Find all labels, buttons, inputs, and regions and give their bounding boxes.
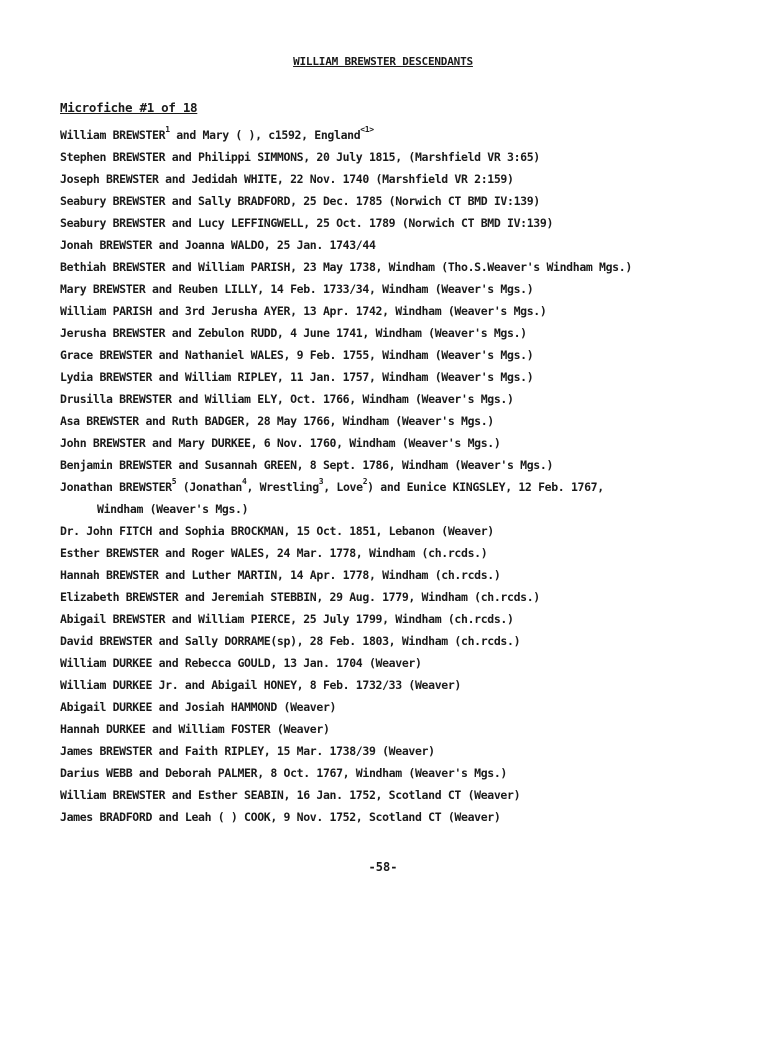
record-line <box>60 322 760 344</box>
record-line <box>60 674 760 696</box>
record-line <box>60 696 760 718</box>
record-line <box>60 278 760 300</box>
record-text: Seabury BREWSTER and Lucy LEFFINGWELL, 25 Oct. 1789 (Norwich CT BMD IV:139) <box>60 216 554 230</box>
record-text: Jonah BREWSTER and Joanna WALDO, 25 Jan. 1743/44 <box>60 238 376 252</box>
record-line <box>60 762 760 784</box>
record-text: Darius WEBB and Deborah PALMER, 8 Oct. 1767, Windham (Weaver's Mgs.) <box>60 766 508 780</box>
record-text: William BREWSTER <box>60 128 166 142</box>
record-text: Drusilla BREWSTER and William ELY, Oct. 1766, Windham (Weaver's Mgs.) <box>60 392 514 406</box>
record-text: Asa BREWSTER and Ruth BADGER, 28 May 1766, Windham (Weaver's Mgs.) <box>60 414 494 428</box>
generation-superscript: 1 <box>165 125 170 134</box>
record-line <box>60 168 760 190</box>
record-text: William PARISH and 3rd Jerusha AYER, 13 Apr. 1742, Windham (Weaver's Mgs.) <box>60 304 547 318</box>
record-line <box>60 410 760 432</box>
record-text: John BREWSTER and Mary DURKEE, 6 Nov. 1760, Windham (Weaver's Mgs.) <box>60 436 501 450</box>
record-line <box>60 300 760 322</box>
record-text: William BREWSTER and Esther SEABIN, 16 Jan. 1752, Scotland CT (Weaver) <box>60 788 521 802</box>
record-text: David BREWSTER and Sally DORRAME(sp), 28 Feb. 1803, Windham (ch.rcds.) <box>60 634 521 648</box>
record-line <box>60 234 760 256</box>
microfiche-heading: Microfiche #1 of 18 <box>60 100 198 115</box>
record-text: Jerusha BREWSTER and Zebulon RUDD, 4 June 1741, Windham (Weaver's Mgs.) <box>60 326 527 340</box>
record-text: Dr. John FITCH and Sophia BROCKMAN, 15 Oct. 1851, Lebanon (Weaver) <box>60 524 494 538</box>
record-text: Abigail DURKEE and Josiah HAMMOND (Weaver) <box>60 700 337 714</box>
generation-superscript: 5 <box>171 477 177 486</box>
page-number: -58- <box>368 860 398 874</box>
record-text: Jonathan BREWSTER <box>60 480 172 494</box>
record-line <box>60 586 760 608</box>
record-text: Lydia BREWSTER and William RIPLEY, 11 Jan. 1757, Windham (Weaver's Mgs.) <box>60 370 534 384</box>
record-text: and Mary ( ), c1592, England <box>169 128 361 142</box>
record-text: Mary BREWSTER and Reuben LILLY, 14 Feb. 1733/34, Windham (Weaver's Mgs.) <box>60 282 534 296</box>
record-line <box>60 630 760 652</box>
document-title: WILLIAM BREWSTER DESCENDANTS <box>293 55 473 68</box>
record-line <box>60 212 760 234</box>
record-line <box>60 608 760 630</box>
record-text: Abigail BREWSTER and William PIERCE, 25 July 1799, Windham (ch.rcds.) <box>60 612 514 626</box>
record-text: Joseph BREWSTER and Jedidah WHITE, 22 Nov. 1740 (Marshfield VR 2:159) <box>60 172 514 186</box>
record-line <box>60 542 760 564</box>
generation-superscript: 2 <box>362 477 368 486</box>
record-line <box>60 344 760 366</box>
generation-superscript: 3 <box>318 477 324 486</box>
record-text: ) and Eunice KINGSLEY, 12 Feb. 1767, <box>367 480 604 494</box>
record-text: William DURKEE Jr. and Abigail HONEY, 8 Feb. 1732/33 (Weaver) <box>60 678 461 692</box>
record-text: , Love <box>323 480 363 494</box>
record-text: Bethiah BREWSTER and William PARISH, 23 May 1738, Windham (Tho.S.Weaver's Windham Mgs.) <box>60 260 632 274</box>
record-text: William DURKEE and Rebecca GOULD, 13 Jan. 1704 (Weaver) <box>60 656 422 670</box>
record-line <box>60 190 760 212</box>
generation-superscript: 4 <box>241 477 247 486</box>
record-line <box>60 454 760 476</box>
record-line <box>60 520 760 542</box>
record-text: Elizabeth BREWSTER and Jeremiah STEBBIN, 29 Aug. 1779, Windham (ch.rcds.) <box>60 590 540 604</box>
record-line <box>60 784 760 806</box>
record-text: Windham (Weaver's Mgs.) <box>97 502 249 516</box>
record-line <box>60 388 760 410</box>
record-text: James BREWSTER and Faith RIPLEY, 15 Mar. 1738/39 (Weaver) <box>60 744 435 758</box>
record-line <box>60 718 760 740</box>
marriage-record-list <box>60 124 760 828</box>
record-line <box>60 146 760 168</box>
record-line <box>60 564 760 586</box>
record-line <box>60 124 760 146</box>
record-text: Hannah BREWSTER and Luther MARTIN, 14 Apr. 1778, Windham (ch.rcds.) <box>60 568 501 582</box>
record-line <box>60 498 760 520</box>
record-text: Hannah DURKEE and William FOSTER (Weaver) <box>60 722 330 736</box>
record-line <box>60 806 760 828</box>
record-line <box>60 432 760 454</box>
record-text: Seabury BREWSTER and Sally BRADFORD, 25 Dec. 1785 (Norwich CT BMD IV:139) <box>60 194 540 208</box>
record-line <box>60 366 760 388</box>
record-line <box>60 652 760 674</box>
record-text: James BRADFORD and Leah ( ) COOK, 9 Nov. 1752, Scotland CT (Weaver) <box>60 810 501 824</box>
record-text: Grace BREWSTER and Nathaniel WALES, 9 Feb. 1755, Windham (Weaver's Mgs.) <box>60 348 534 362</box>
record-text: (Jonathan <box>176 480 242 494</box>
record-text: Stephen BREWSTER and Philippi SIMMONS, 20 July 1815, (Marshfield VR 3:65) <box>60 150 540 164</box>
record-text: Benjamin BREWSTER and Susannah GREEN, 8 Sept. 1786, Windham (Weaver's Mgs.) <box>60 458 554 472</box>
record-text: , Wrestling <box>246 480 319 494</box>
record-line <box>60 740 760 762</box>
record-line <box>60 256 760 278</box>
record-line <box>60 476 760 498</box>
record-text: Esther BREWSTER and Roger WALES, 24 Mar. 1778, Windham (ch.rcds.) <box>60 546 488 560</box>
generation-superscript: <1> <box>360 125 374 134</box>
